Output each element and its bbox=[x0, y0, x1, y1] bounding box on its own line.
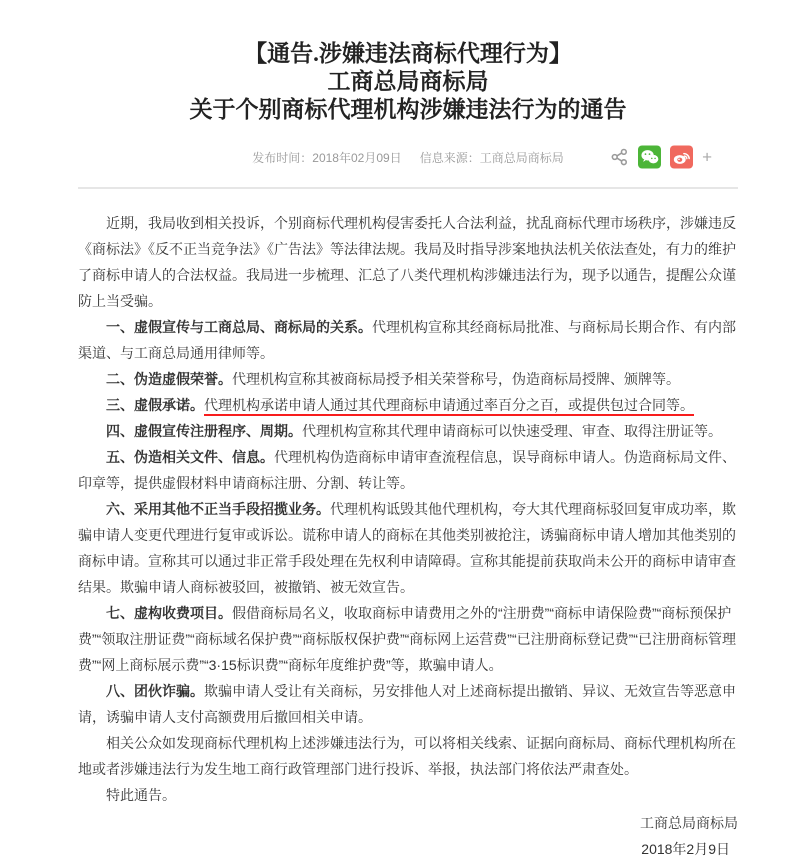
paragraph-lead: 五、伪造相关文件、信息。 bbox=[106, 449, 274, 465]
share-icon[interactable] bbox=[610, 148, 629, 167]
paragraph-text: 代理机构伪造商标申请审查流程信息，误导商标申请人。伪造商标局文件、印章等，提供虚假材料申请商标注册、分割、转让等。 bbox=[78, 449, 736, 491]
paragraph-text: 相关公众如发现商标代理机构上述涉嫌违法行为，可以将相关线索、证据向商标局、商标代理机构所在地或者涉嫌违法行为发生地工商行政管理部门进行投诉、举报，执法部门将依法严肃查处。 bbox=[78, 735, 736, 777]
signature-block bbox=[78, 810, 738, 862]
red-underlined-text: 代理机构承诺申请人通过其代理商标申请通过率百分之百，或提供包过合同等。 bbox=[204, 397, 694, 416]
wechat-share-icon[interactable] bbox=[638, 146, 661, 169]
paragraph-intro bbox=[78, 210, 738, 314]
paragraph-lead: 二、伪造虚假荣誉。 bbox=[106, 371, 232, 387]
share-bar bbox=[610, 146, 712, 169]
paragraph-item-3 bbox=[78, 392, 738, 418]
meta-row bbox=[78, 144, 738, 170]
paragraph-item-4 bbox=[78, 418, 738, 444]
page-container bbox=[78, 40, 738, 862]
paragraph-text: 近期，我局收到相关投诉，个别商标代理机构侵害委托人合法利益，扰乱商标代理市场秩序，涉嫌违反《商标法》《反不正当竞争法》《广告法》等法律法规。我局及时指导涉案地执法机关依法查处，有力的维护了商标申请人的合法权益。我局进一步梳理、汇总了八类代理机构涉嫌违法行为，现予以通告，提醒公众谨防上当受骗。 bbox=[78, 215, 736, 309]
paragraph-text: 假借商标局名义，收取商标申请费用之外的“注册费”“商标申请保险费”“商标预保护费”“领取注册证费”“商标域名保护费”“商标版权保护费”“商标网上运营费”“已注册商标登记费”“已注册商标管理费”“网上商标展示费”“3·15标识费”“商标年度维护费”等，欺骗申请人。 bbox=[78, 605, 736, 673]
paragraph-text: 欺骗申请人受让有关商标，另安排他人对上述商标提出撤销、异议、无效宣告等恶意申请，诱骗申请人支付高额费用后撤回相关申请。 bbox=[78, 683, 736, 725]
title-line-3: 关于个别商标代理机构涉嫌违法行为的通告 bbox=[189, 97, 627, 122]
paragraph-item-7 bbox=[78, 600, 738, 678]
weibo-share-icon[interactable] bbox=[670, 146, 693, 169]
title-line-1: 【通告.涉嫌违法商标代理行为】 bbox=[244, 41, 572, 66]
divider bbox=[78, 187, 738, 189]
paragraph-text: 代理机构宣称其被商标局授予相关荣誉称号，伪造商标局授牌、颁牌等。 bbox=[232, 371, 680, 387]
paragraph-item-8 bbox=[78, 678, 738, 730]
paragraph-text: 代理机构宣称其经商标局批准、与商标局长期合作、有内部渠道、与工商总局通用律师等。 bbox=[78, 319, 736, 361]
paragraph-text: 代理机构诋毁其他代理机构，夸大其代理商标驳回复审成功率，欺骗申请人变更代理进行复审或诉讼。谎称申请人的商标在其他类别被抢注，诱骗商标申请人增加其他类别的商标申请。宣称其可以通过非正常手段处理在先权利申请障碍。宣称其能提前获取尚未公开的商标申请审查结果。欺骗申请人商标被驳回，被撤销、被无效宣告。 bbox=[78, 501, 736, 595]
paragraph-item-6 bbox=[78, 496, 738, 600]
paragraph-lead: 八、团伙诈骗。 bbox=[106, 683, 204, 699]
signature-date: 2018年2月9日 bbox=[641, 841, 730, 857]
article-body bbox=[78, 210, 738, 808]
paragraph-item-2 bbox=[78, 366, 738, 392]
paragraph-lead: 一、虚假宣传与工商总局、商标局的关系。 bbox=[106, 319, 372, 335]
paragraph-item-5 bbox=[78, 444, 738, 496]
paragraph-lead: 六、采用其他不正当手段招揽业务。 bbox=[106, 501, 330, 517]
paragraph-report-channels bbox=[78, 730, 738, 782]
publish-date: 发布时间：2018年02月09日 bbox=[252, 150, 402, 165]
paragraph-lead: 三、虚假承诺。 bbox=[106, 397, 204, 413]
info-source: 信息来源：工商总局商标局 bbox=[419, 150, 564, 165]
paragraph-closing bbox=[78, 782, 738, 808]
signature-org: 工商总局商标局 bbox=[640, 815, 738, 831]
paragraph-item-1 bbox=[78, 314, 738, 366]
paragraph-text: 特此通告。 bbox=[106, 787, 176, 803]
more-share-icon[interactable]: + bbox=[702, 147, 712, 167]
page-title bbox=[78, 40, 738, 124]
paragraph-lead: 四、虚假宣传注册程序、周期。 bbox=[106, 423, 302, 439]
title-line-2: 工商总局商标局 bbox=[327, 69, 489, 94]
paragraph-lead: 七、虚构收费项目。 bbox=[106, 605, 232, 621]
paragraph-text: 代理机构宣称其代理申请商标可以快速受理、审查、取得注册证等。 bbox=[302, 423, 722, 439]
